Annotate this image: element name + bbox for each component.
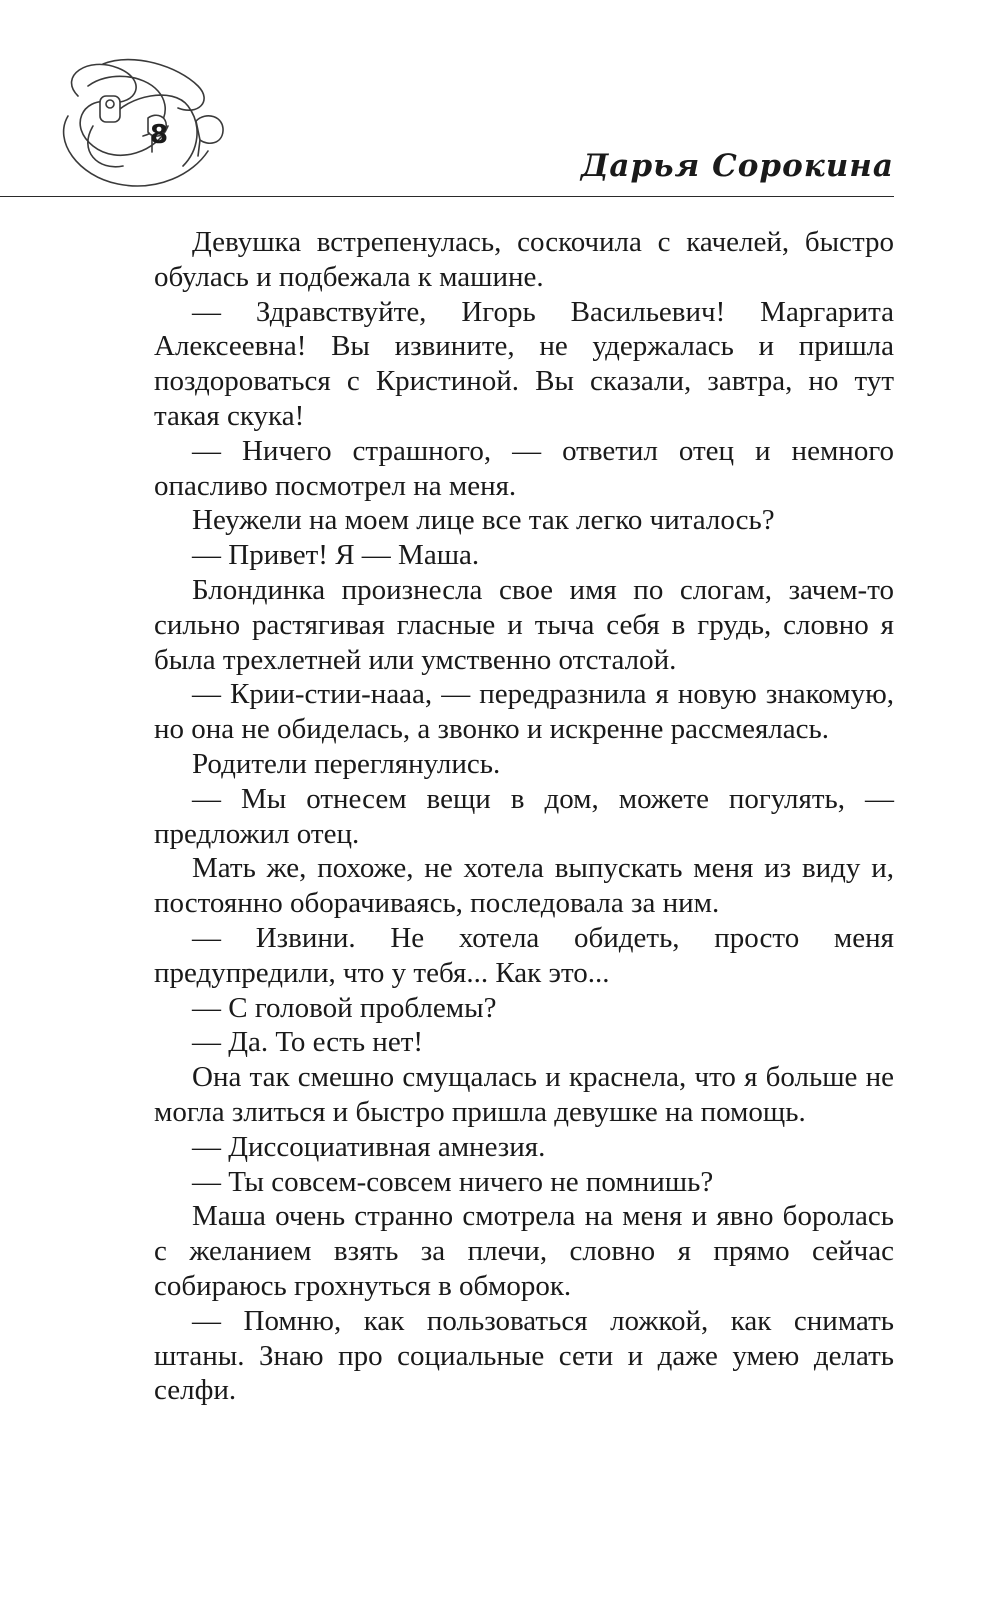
paragraph: — Помню, как пользоваться ложкой, как снимать штаны. Знаю про социальные сети и даже умею делать селфи. [154, 1304, 894, 1407]
paragraph: Родители переглянулись. [192, 747, 501, 780]
paragraph: Неужели на моем лице все так легко читалось? [192, 504, 775, 537]
page-body [154, 225, 894, 1408]
paragraph: Она так смешно смущалась и краснела, что я больше не могла злиться и быстро пришла девушке на помощь. [154, 1061, 894, 1128]
paragraph: Мать же, похоже, не хотела выпускать меня из виду и, постоянно оборачиваясь, последовала за ним. [154, 852, 894, 920]
earphones-icon [48, 56, 248, 206]
paragraph: Девушка встрепенулась, соскочила с качелей, быстро обулась и подбежала к машине. [154, 226, 894, 293]
paragraph: — С головой проблемы? [192, 991, 497, 1024]
paragraph: — Диссоциативная амнезия. [192, 1130, 546, 1163]
paragraph: — Ничего страшного, — ответил отец и немного опасливо посмотрел на меня. [154, 434, 894, 502]
page-number: 8 [150, 120, 169, 150]
paragraph: — Да. То есть нет! [192, 1026, 424, 1059]
paragraph: — Мы отнесем вещи в дом, можете погулять, — предложил отец. [154, 782, 894, 850]
paragraph: — Здравствуйте, Игорь Васильевич! Маргарита Алексеевна! Вы извините, не удержалась и пришла поздороваться с Кристиной. Вы сказали, завтра, но тут такая скука! [154, 295, 894, 432]
page-header [0, 0, 1000, 200]
paragraph: — Крии-стии-нааа, — передразнила я новую знакомую, но она не обиделась, а звонко и искренне рассмеялась. [154, 678, 894, 746]
paragraph: Маша очень странно смотрела на меня и явно боролась с желанием взять за плечи, словно я прямо сейчас собираюсь грохнуться в обморок. [154, 1200, 894, 1302]
paragraph: — Ты совсем-совсем ничего не помнишь? [192, 1165, 714, 1198]
paragraph: Блондинка произнесла свое имя по слогам, зачем-то сильно растягивая гласные и тыча себя в грудь, словно я была трехлетней или умственно отсталой. [154, 573, 894, 676]
paragraph: — Извини. Не хотела обидеть, просто меня предупредили, что у тебя... Как это... [154, 921, 894, 989]
paragraph: — Привет! Я — Маша. [192, 539, 480, 572]
running-head-author: Дарья Сорокина [580, 148, 894, 184]
header-divider [0, 196, 894, 197]
